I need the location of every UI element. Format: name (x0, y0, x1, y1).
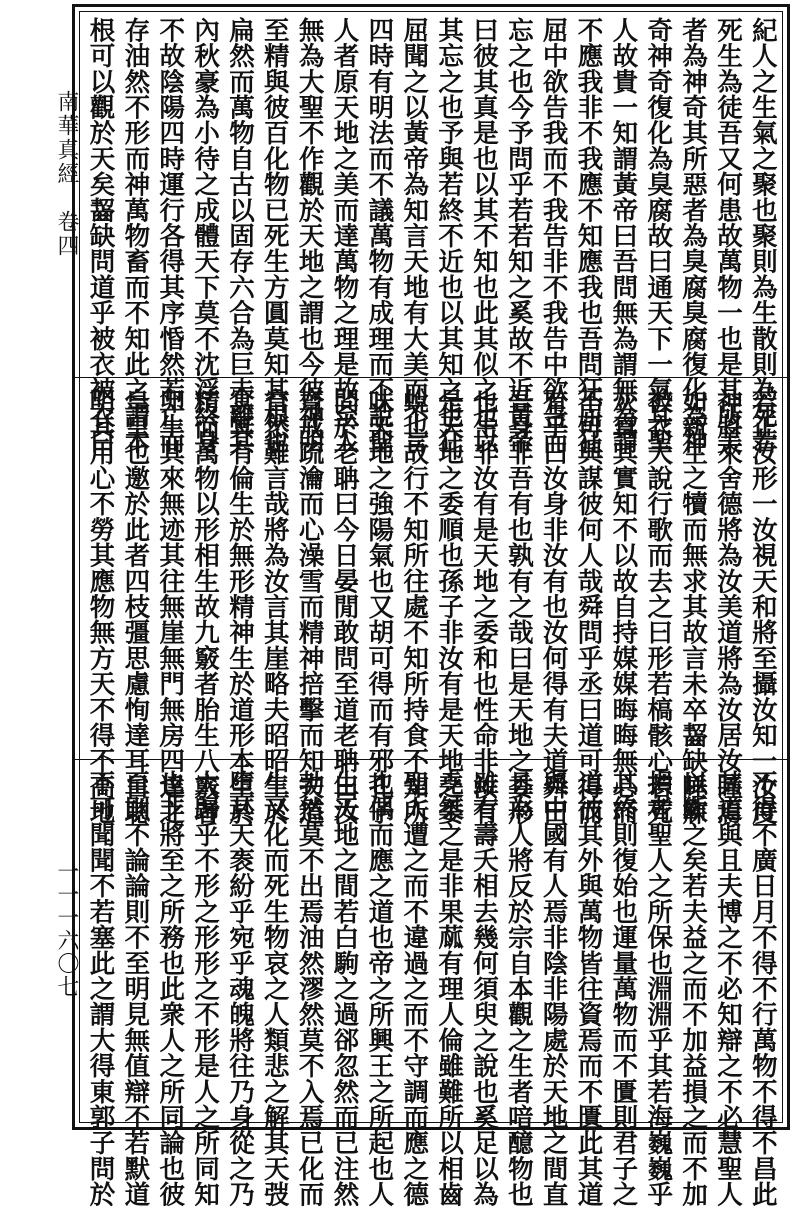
column-group (85, 770, 778, 1207)
page-number: 一一一六〇七 (54, 860, 79, 998)
text-column: 以斷之矣若夫益之而不加益損之而不加 (678, 770, 709, 1207)
text-column: 曰彼其真是也以其不知也此其似之也以 (468, 17, 499, 454)
text-column: 堯桀之是非果蓏有理人倫雖難所以相齒 (434, 770, 465, 1207)
text-column: 卵生其來無迹其往無崖無門無房四達之 (155, 388, 186, 825)
text-band-middle (75, 377, 787, 825)
text-column: 冥冥有倫生於無形精神生於道形本生於 (224, 388, 255, 825)
text-column: 與中國有人焉非陰非陽處於天地之間直 (538, 770, 569, 1207)
text-column: 若正汝形一汝視天和將至攝汝知一汝度 (747, 388, 778, 825)
text-column: 雖有壽夭相去幾何須臾之說也奚足以為 (468, 770, 499, 1207)
text-column: 至則不論論則不至明見無值辯不若默道 (120, 770, 151, 1207)
text-column: 勃然莫不出焉油然漻然莫不入焉已化而 (294, 770, 325, 1207)
text-column: 且為人將反於宗自本觀之生者喑醷物也 (503, 770, 534, 1207)
column-group (85, 17, 778, 454)
text-band-top (75, 7, 787, 454)
text-column: 問於老聃曰今日晏閒敢問至道老聃曰汝 (329, 388, 360, 825)
text-column: 其忘之也予與若終不近也以其知之也狂 (434, 17, 465, 454)
text-column: 也偶而應之道也帝之所興王之所起也人 (364, 770, 395, 1207)
text-column: 忘之也今予問乎若若知之奚故不近黃帝 (503, 17, 534, 454)
text-column: 味天地之強陽氣也又胡可得而有邪孔子 (364, 388, 395, 825)
text-column: 四時有明法而不議萬物有成理而不說聖 (364, 17, 395, 454)
text-column: 精而萬物以形相生故九竅者胎生八竅者 (190, 388, 221, 825)
text-column: 生又化而死生物哀之人類悲之解其天弢 (259, 770, 290, 1207)
text-column: 根可以觀於天矣齧缺問道乎被衣被衣曰 (85, 17, 116, 454)
text-column: 人者原天地之美而達萬物之理是故至人 (329, 17, 360, 454)
text-column: 死生為徒吾又何患故萬物一也是其所美 (712, 17, 743, 454)
text-column: 無為大聖不作觀於天地之謂也今彼神明 (294, 17, 325, 454)
text-column: 其終則復始也運量萬物而不匱則君子之 (608, 770, 639, 1207)
text-column: 聖人遭之而不違過之而不守調而應之德 (399, 770, 430, 1207)
text-column: 齋戒疏瀹而心澡雪而精神掊擊而知夫道 (294, 388, 325, 825)
text-column: 奇神奇復化為臭腐故曰通天下一氣耳聖 (643, 17, 674, 454)
text-band-bottom (75, 759, 787, 1207)
text-column: 不可聞聞不若塞此之謂大得東郭子問於 (85, 770, 116, 1207)
text-column: 生天地之間若白駒之過郤忽然而已注然 (329, 770, 360, 1207)
text-column: 被衣大說行歌而去之曰形若槁骸心若死 (643, 388, 674, 825)
text-column: 明其用心不勞其應物無方天不得不高地 (85, 388, 116, 825)
text-column: 屈中欲告我而不我告非不我告中欲告而 (538, 17, 569, 454)
text-column: 不應我非不我應不知應我也吾問狂屈狂 (573, 17, 604, 454)
text-column: 內秋豪為小待之成體天下莫不沈浮終身 (190, 17, 221, 454)
text-column: 吾身非吾有也孰有之哉曰是天地之委形 (503, 388, 534, 825)
text-column: 存油然不形而神萬物畜而不知此之謂本 (120, 17, 151, 454)
text-column: 者為神奇其所惡者為臭腐臭腐復化為神 (678, 17, 709, 454)
text-column: 窅然難言哉將為汝言其崖略夫昭昭生於 (259, 388, 290, 825)
text-column: 皇皇也邀於此者四枝彊思慮恂達耳目聰 (120, 388, 151, 825)
book-title: 南華真經 卷四 (54, 90, 79, 258)
text-column: 有乎曰汝身非汝有也汝何得有夫道舜曰 (538, 388, 569, 825)
text-column: 至精與彼百化物已死生方圓莫知其根也 (259, 17, 290, 454)
text-column: 是天地之委順也孫子非汝有是天地之委 (434, 388, 465, 825)
text-column: 也非將至之所務也此衆人之所同論也彼 (155, 770, 186, 1207)
text-column: 損者聖人之所保也淵淵乎其若海巍巍乎 (643, 770, 674, 1207)
text-column: 紀人之生氣之聚也聚則為生散則為死若 (747, 17, 778, 454)
column-group (85, 388, 778, 825)
text-column: 不可與謀彼何人哉舜問乎丞曰道可得而 (573, 388, 604, 825)
text-column: 墮其天袠紛乎宛乎魂魄將往乃身從之乃 (224, 770, 255, 1207)
text-column: 其道與且夫博之不必知辯之不必慧聖人 (712, 770, 743, 1207)
text-column: 不故陰陽四時運行各得其序惛然若亡而 (155, 17, 186, 454)
text-column: 道彼其外與萬物皆往資焉而不匱此其道 (573, 770, 604, 1207)
text-column: 大歸乎不形之形形之不形是人之所同知 (190, 770, 221, 1207)
text-column: 灰真其實知不以故自持媒媒晦晦無心而 (608, 388, 639, 825)
text-column: 人故貴一知謂黃帝曰吾問無為謂無為謂 (608, 17, 639, 454)
text-column: 蛻也故行不知所往處不知所持食不知所 (399, 388, 430, 825)
text-column: 也生非汝有是天地之委和也性命非汝有 (468, 388, 499, 825)
text-column: 不得不廣日月不得不行萬物不得不昌此 (747, 770, 778, 1207)
text-column: 扁然而萬物自古以固存六合為巨未離其 (224, 17, 255, 454)
text-column: 屈聞之以黃帝為知言天地有大美而不言 (399, 17, 430, 454)
text-column: 如新生之犢而無求其故言未卒齧缺睡寐 (678, 388, 709, 825)
page-frame (72, 4, 790, 1207)
text-column: 神將來舍德將為汝美道將為汝居汝瞳焉 (712, 388, 743, 825)
